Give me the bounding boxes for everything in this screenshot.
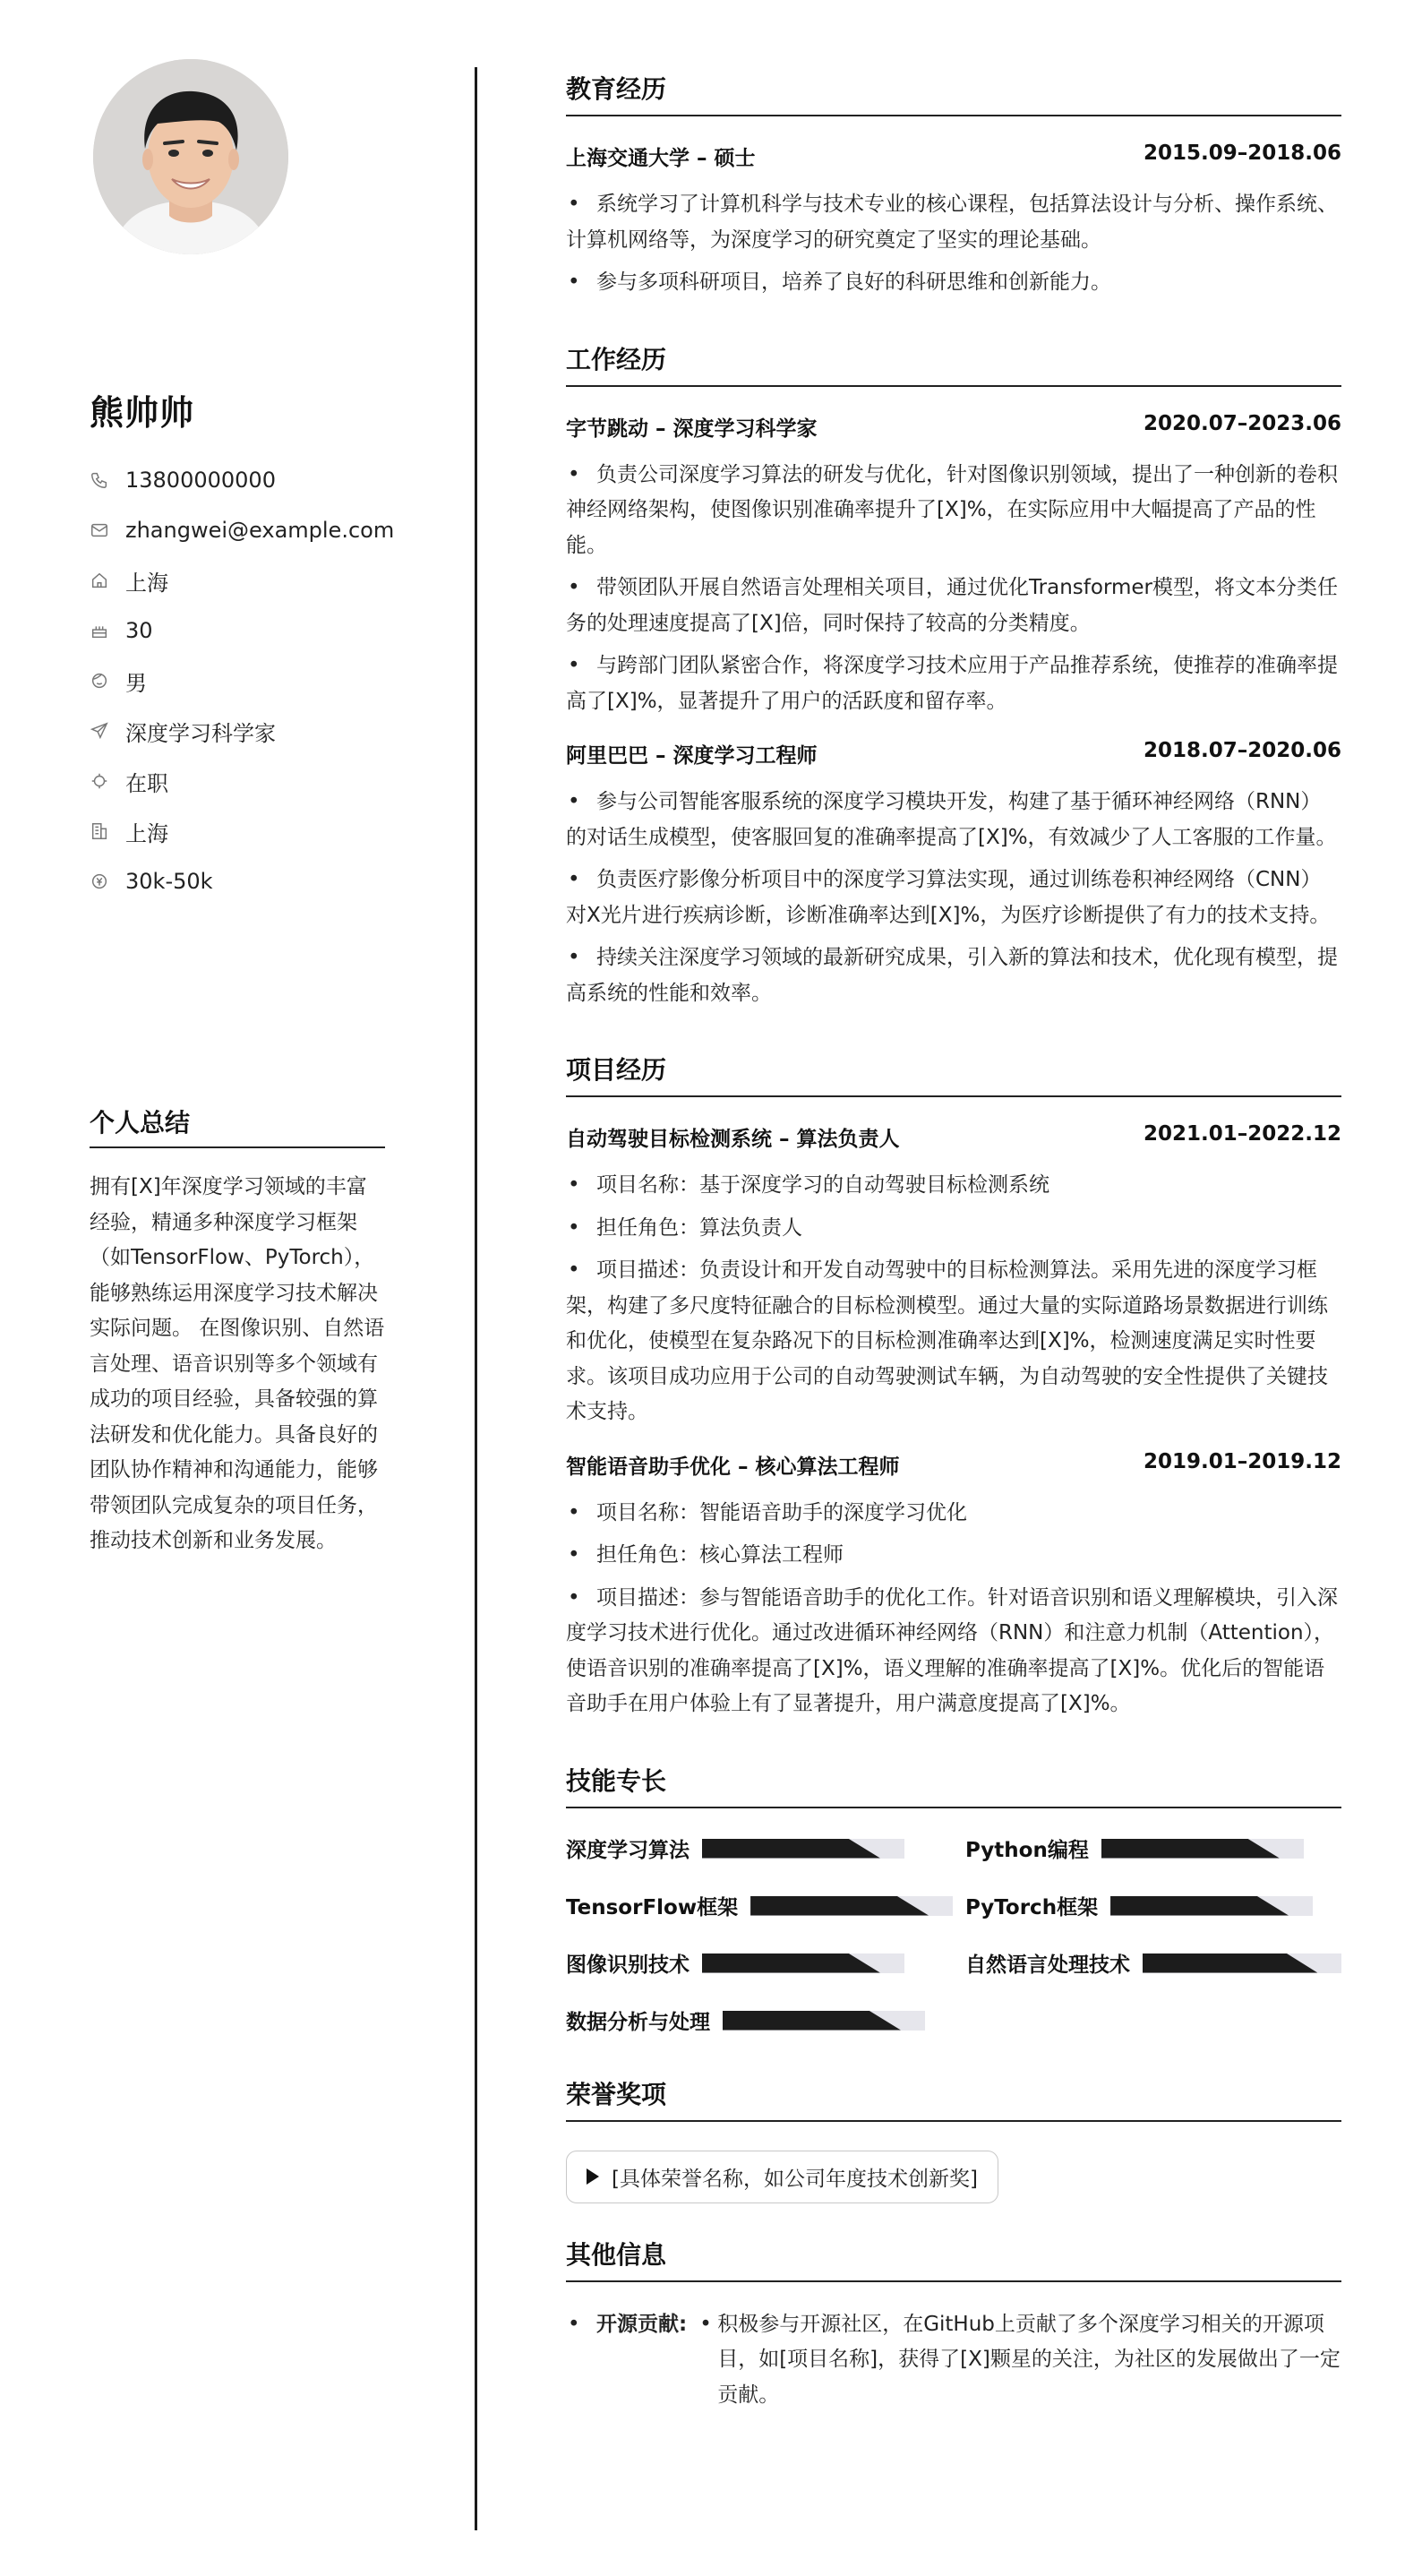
skill-item bbox=[566, 1891, 965, 1921]
entry-heading: 自动驾驶目标检测系统 – 算法负责人 bbox=[566, 1128, 900, 1151]
entry-date: 2020.07–2023.06 bbox=[1143, 411, 1341, 435]
honor-text: [具体荣誉名称，如公司年度技术创新奖] bbox=[612, 2167, 978, 2191]
gender-value: 男 bbox=[125, 670, 147, 696]
skill-name: 图像识别技术 bbox=[566, 1953, 690, 1977]
skill-item bbox=[566, 2005, 965, 2036]
list-item: • 带领团队开展自然语言处理相关项目，通过优化Transformer模型，将文本分类任务的处理速度提高了[X]倍，同时保持了较高的分类精度。 bbox=[566, 576, 1339, 635]
other-body: • 积极参与开源社区，在GitHub上贡献了多个深度学习相关的开源项目，如[项目名称]，获得了[X]颗星的关注，为社区的发展做出了一定贡献。 bbox=[699, 2312, 1341, 2407]
skill-name: PyTorch框架 bbox=[965, 1896, 1099, 1919]
home-icon bbox=[90, 571, 109, 590]
summary-section bbox=[90, 1103, 385, 1559]
avatar-portrait bbox=[93, 59, 288, 254]
skill-fill bbox=[702, 1839, 880, 1859]
projects-title: 项目经历 bbox=[566, 1051, 1341, 1097]
list-item: • 与跨部门团队紧密合作，将深度学习技术应用于产品推荐系统，使推荐的准确率提高了[X]%，显著提升了用户的活跃度和留存率。 bbox=[566, 654, 1338, 713]
list-item: • 负责医疗影像分析项目中的深度学习算法实现，通过训练卷积神经网络（CNN）对X光片进行疾病诊断，诊断准确率达到[X]%，为医疗诊断提供了有力的技术支持。 bbox=[566, 868, 1331, 927]
sidebar bbox=[0, 0, 475, 2576]
list-item: • 项目描述：负责设计和开发自动驾驶中的目标检测算法。采用先进的深度学习框架，构建了多尺度特征融合的目标检测模型。通过大量的实际道路场景数据进行训练和优化，使模型在复杂路况下的目标检测准确率达到[X]%，检测速度满足实时性要求。该项目成功应用于公司的自动驾驶测试车辆，为自动驾驶的安全性提供了关键技术支持。 bbox=[566, 1258, 1328, 1423]
mail-icon bbox=[90, 520, 109, 540]
coin-icon bbox=[90, 872, 109, 891]
list-item: • 担任角色：核心算法工程师 bbox=[568, 1543, 844, 1567]
list-item: • 项目描述：参与智能语音助手的优化工作。针对语音识别和语义理解模块，引入深度学习技术进行优化。通过改进循环神经网络（RNN）和注意力机制（Attention），使语音识别的准确率提高了[X]%，语义理解的准确率提高了[X]%。优化后的智能语音助手在用户体验上有了显著提升，用户满意度提高了[X]%。 bbox=[566, 1585, 1338, 1715]
honor-toggle[interactable] bbox=[566, 2151, 998, 2203]
salary-value: 30k-50k bbox=[125, 869, 213, 894]
education-title: 教育经历 bbox=[566, 70, 1341, 116]
entry-heading: 字节跳动 – 深度学习科学家 bbox=[566, 416, 818, 441]
info-position bbox=[90, 706, 394, 756]
skill-name: 自然语言处理技术 bbox=[965, 1953, 1130, 1977]
avatar bbox=[93, 59, 288, 254]
entry-date: 2019.01–2019.12 bbox=[1143, 1449, 1341, 1473]
summary-title: 个人总结 bbox=[90, 1103, 385, 1148]
skill-bar bbox=[1143, 1953, 1341, 1973]
other-title: 其他信息 bbox=[566, 2236, 1341, 2282]
email-value: zhangwei@example.com bbox=[125, 518, 395, 543]
skill-item bbox=[566, 1833, 965, 1864]
info-work-city bbox=[90, 806, 394, 856]
list-item: • 项目名称：智能语音助手的深度学习优化 bbox=[568, 1500, 967, 1524]
list-item: • 负责公司深度学习算法的研发与优化，针对图像识别领域，提出了一种创新的卷积神经网络架构，使图像识别准确率提升了[X]%，在实际应用中大幅提高了产品的性能。 bbox=[566, 462, 1338, 557]
phone-icon bbox=[90, 470, 109, 490]
skills-title: 技能专长 bbox=[566, 1762, 1341, 1808]
skill-fill bbox=[1101, 1839, 1280, 1859]
entry-heading: 阿里巴巴 – 深度学习工程师 bbox=[566, 744, 818, 768]
skill-item bbox=[566, 1948, 965, 1979]
skill-name: 数据分析与处理 bbox=[566, 2011, 710, 2034]
other-label: • 开源贡献: bbox=[568, 2312, 688, 2336]
work-title: 工作经历 bbox=[566, 340, 1341, 387]
work-entry bbox=[566, 739, 1341, 1011]
status-icon bbox=[90, 771, 109, 791]
entry-date: 2015.09–2018.06 bbox=[1143, 142, 1341, 165]
skill-bar bbox=[702, 1839, 904, 1859]
work-section bbox=[566, 340, 1341, 1012]
skills-grid bbox=[566, 1833, 1341, 2036]
cake-icon bbox=[90, 621, 109, 640]
entry-date: 2018.07–2020.06 bbox=[1143, 739, 1341, 762]
age-value: 30 bbox=[125, 618, 153, 643]
status-value: 在职 bbox=[125, 770, 168, 796]
project-entry bbox=[566, 1450, 1341, 1722]
project-entry bbox=[566, 1122, 1341, 1430]
work-city-value: 上海 bbox=[125, 820, 168, 846]
summary-text: 拥有[X]年深度学习领域的丰富经验，精通多种深度学习框架（如TensorFlow、PyTorch），能够熟练运用深度学习技术解决实际问题。 在图像识别、自然语言处理、语音识别等多个领域有成功的项目经验，具备较强的算法研发和优化能力。具备良好的团队协作精神和沟通能力，能够带领团队完成复杂的项目任务，推动技术创新和业务发展。 bbox=[90, 1175, 385, 1552]
info-email bbox=[90, 505, 394, 555]
education-entry bbox=[566, 142, 1341, 301]
building-icon bbox=[90, 821, 109, 841]
entry-heading: 智能语音助手优化 – 核心算法工程师 bbox=[566, 1455, 900, 1479]
skill-bar bbox=[1110, 1896, 1313, 1916]
entry-heading: 上海交通大学 – 硕士 bbox=[566, 147, 756, 170]
skill-fill bbox=[1110, 1896, 1289, 1916]
list-item: • 担任角色：算法负责人 bbox=[568, 1215, 802, 1240]
face-icon bbox=[90, 671, 109, 691]
position-value: 深度学习科学家 bbox=[125, 720, 276, 746]
skill-bar bbox=[723, 2011, 925, 2031]
list-item: • 持续关注深度学习领域的最新研究成果，引入新的算法和技术，优化现有模型，提高系统的性能和效率。 bbox=[566, 946, 1338, 1005]
skills-section bbox=[566, 1762, 1341, 2036]
info-gender bbox=[90, 656, 394, 706]
work-entry bbox=[566, 412, 1341, 720]
other-section bbox=[566, 2236, 1341, 2414]
info-phone bbox=[90, 455, 394, 505]
projects-section bbox=[566, 1051, 1341, 1722]
skill-name: Python编程 bbox=[965, 1839, 1089, 1862]
main-content bbox=[566, 70, 1341, 2452]
play-triangle-icon bbox=[587, 2168, 599, 2185]
skill-fill bbox=[702, 1953, 880, 1973]
skill-item bbox=[965, 1948, 1341, 1979]
honors-section bbox=[566, 2075, 1341, 2203]
list-item: • 参与多项科研项目，培养了良好的科研思维和创新能力。 bbox=[568, 270, 1111, 294]
column-divider bbox=[475, 67, 477, 2530]
other-item bbox=[566, 2307, 1341, 2414]
info-salary bbox=[90, 856, 394, 906]
info-age bbox=[90, 605, 394, 656]
list-item: • 参与公司智能客服系统的深度学习模块开发，构建了基于循环神经网络（RNN）的对话生成模型，使客服回复的准确率提高了[X]%，有效减少了人工客服的工作量。 bbox=[566, 790, 1337, 849]
skill-fill bbox=[1143, 1953, 1317, 1973]
entry-date: 2021.01–2022.12 bbox=[1143, 1122, 1341, 1146]
candidate-name: 熊帅帅 bbox=[90, 393, 195, 433]
info-status bbox=[90, 756, 394, 806]
skill-name: TensorFlow框架 bbox=[566, 1896, 739, 1919]
send-icon bbox=[90, 721, 109, 741]
skill-item bbox=[965, 1833, 1341, 1864]
skill-bar bbox=[1101, 1839, 1304, 1859]
contact-info-list bbox=[90, 455, 394, 906]
location-value: 上海 bbox=[125, 570, 168, 596]
education-section bbox=[566, 70, 1341, 301]
skill-bar bbox=[750, 1896, 953, 1916]
info-location bbox=[90, 555, 394, 605]
skill-fill bbox=[750, 1896, 929, 1916]
skill-item bbox=[965, 1891, 1341, 1921]
skill-fill bbox=[723, 2011, 901, 2031]
skill-name: 深度学习算法 bbox=[566, 1839, 690, 1862]
honors-title: 荣誉奖项 bbox=[566, 2075, 1341, 2122]
list-item: • 系统学习了计算机科学与技术专业的核心课程，包括算法设计与分析、操作系统、计算机网络等，为深度学习的研究奠定了坚实的理论基础。 bbox=[566, 193, 1338, 252]
skill-bar bbox=[702, 1953, 904, 1973]
phone-value: 13800000000 bbox=[125, 468, 276, 493]
list-item: • 项目名称：基于深度学习的自动驾驶目标检测系统 bbox=[568, 1173, 1049, 1197]
